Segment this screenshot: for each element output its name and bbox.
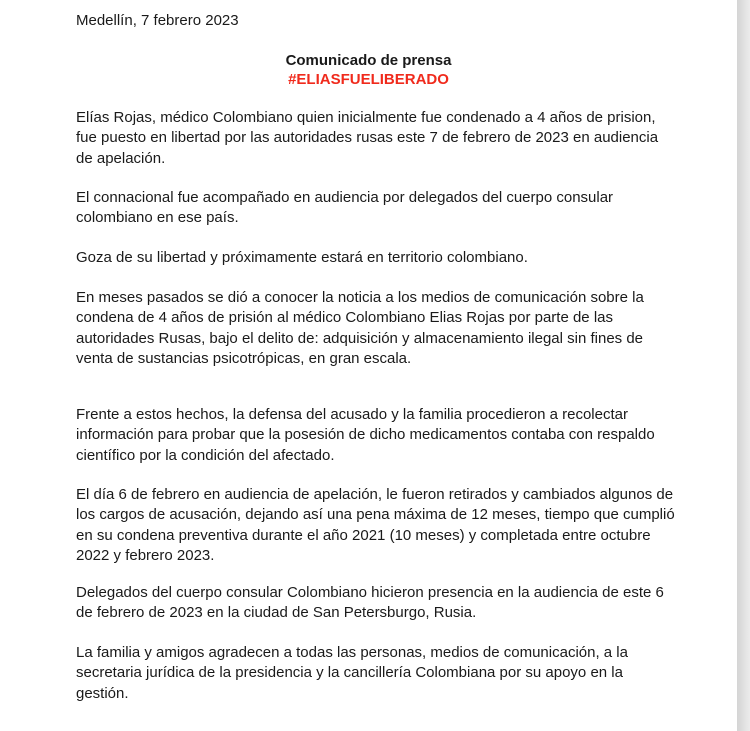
page-edge-shadow [737,0,750,731]
paragraph-consular-escort: El connacional fue acompañado en audiencia por delegados del cuerpo consular colombiano en ese país. [76,189,614,227]
paragraph-hearing: Delegados del cuerpo consular Colombiano hicieron presencia en la audiencia de este 6 de febrero de 2023 en la ciudad de San Petersburgo, Rusia. [76,584,664,622]
paragraph-appeal: El día 6 de febrero en audiencia de apelación, le fueron retirados y cambiados algunos de los cargos de acusación, dejando así una pena máxima de 12 meses, tiempo que cumplió en su condena preventiva durante el año 2021 (10 meses) y completada entre octubre 2022 y febrero 2023. [76,486,675,564]
paragraph-thanks: La familia y amigos agradecen a todas las personas, medios de comunicación, a la secretaria jurídica de la presidencia y la cancillería Colombiana por su apoyo en la gestión. [76,644,628,702]
press-release-title: Comunicado de prensa [285,52,452,69]
paragraph-release: Elías Rojas, médico Colombiano quien inicialmente fue condenado a 4 años de prision, fue puesto en libertad por las autoridades rusas este 7 de febrero de 2023 en audiencia de apelación. [76,109,659,167]
dateline: Medellín, 7 febrero 2023 [76,12,239,29]
paragraph-freedom: Goza de su libertad y próximamente estará en territorio colombiano. [76,249,528,266]
hashtag: #ELIASFUELIBERADO [288,71,449,88]
paragraph-defense: Frente a estos hechos, la defensa del acusado y la familia procedieron a recolectar información para probar que la posesión de dicho medicamentos contaba con respaldo científico por la condición del afectado. [76,406,655,464]
paragraph-background: En meses pasados se dió a conocer la noticia a los medios de comunicación sobre la condena de 4 años de prisión al médico Colombiano Elias Rojas por parte de las autoridades Rusas, bajo el delito de: adquisición y almacenamiento ilegal sin fines de venta de sustancias psicotrópicas, en gran escala. [76,289,644,367]
